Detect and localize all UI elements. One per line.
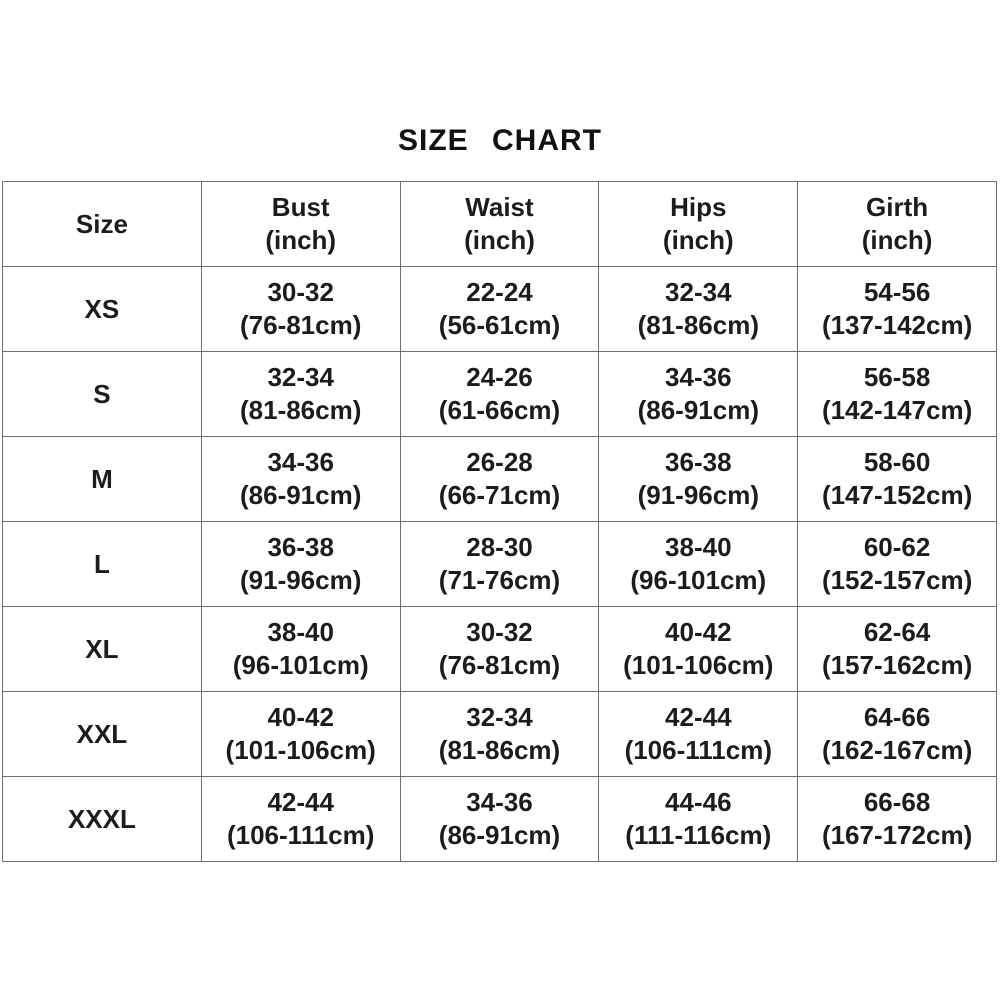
- inch-value: 42-44: [267, 787, 334, 817]
- cm-value: (111-116cm): [625, 820, 772, 850]
- inch-value: 28-30: [466, 532, 533, 562]
- cm-value: (96-101cm): [232, 650, 369, 680]
- cm-value: (91-96cm): [239, 565, 362, 595]
- inch-value: 32-34: [665, 277, 732, 307]
- header-unit: (inch): [265, 225, 337, 255]
- girth-cell: [798, 522, 997, 607]
- size-cell: XS: [3, 267, 202, 352]
- cm-value: (76-81cm): [438, 650, 561, 680]
- waist-cell: [400, 437, 599, 522]
- inch-value: 54-56: [863, 277, 931, 307]
- inch-value: 40-42: [267, 702, 334, 732]
- cm-value: (81-86cm): [438, 735, 561, 765]
- table-row-xxl: [3, 692, 997, 777]
- hips-cell: [599, 607, 798, 692]
- cm-value: (66-71cm): [438, 480, 561, 510]
- size-cell: M: [3, 437, 202, 522]
- table-row-xs: [3, 267, 997, 352]
- header-label: Waist: [465, 192, 534, 222]
- header-unit: (inch): [861, 225, 933, 255]
- inch-value: 22-24: [466, 277, 533, 307]
- inch-value: 58-60: [863, 447, 931, 477]
- cm-value: (86-91cm): [637, 395, 759, 425]
- inch-value: 32-34: [466, 702, 533, 732]
- waist-cell: [400, 692, 599, 777]
- waist-cell: [400, 607, 599, 692]
- header-unit: (inch): [464, 225, 535, 255]
- cm-value: (86-91cm): [438, 820, 561, 850]
- column-header-bust: [201, 182, 400, 267]
- girth-cell: [798, 777, 997, 862]
- inch-value: 32-34: [267, 362, 334, 392]
- inch-value: 44-46: [665, 787, 732, 817]
- girth-cell: [798, 267, 997, 352]
- column-header-girth: [798, 182, 997, 267]
- size-cell: XXL: [3, 692, 202, 777]
- girth-cell: [798, 437, 997, 522]
- inch-value: 38-40: [267, 617, 334, 647]
- inch-value: 34-36: [665, 362, 732, 392]
- table-row-m: [3, 437, 997, 522]
- inch-value: 36-38: [665, 447, 732, 477]
- cm-value: (71-76cm): [438, 565, 561, 595]
- inch-value: 34-36: [466, 787, 533, 817]
- column-header-size: [3, 182, 202, 267]
- cm-value: (167-172cm): [821, 820, 973, 850]
- girth-cell: [798, 607, 997, 692]
- cm-value: (106-111cm): [226, 820, 375, 850]
- cm-value: (61-66cm): [438, 395, 561, 425]
- hips-cell: [599, 692, 798, 777]
- hips-cell: [599, 777, 798, 862]
- cm-value: (86-91cm): [239, 480, 362, 510]
- table-row-xxxl: [3, 777, 997, 862]
- inch-value: 30-32: [267, 277, 334, 307]
- waist-cell: [400, 267, 599, 352]
- bust-cell: [201, 777, 400, 862]
- cm-value: (101-106cm): [623, 650, 774, 680]
- inch-value: 36-38: [267, 532, 334, 562]
- size-cell: S: [3, 352, 202, 437]
- girth-cell: [798, 692, 997, 777]
- bust-cell: [201, 352, 400, 437]
- hips-cell: [599, 522, 798, 607]
- cm-value: (147-152cm): [821, 480, 973, 510]
- cm-value: (76-81cm): [239, 310, 362, 340]
- inch-value: 64-66: [863, 702, 931, 732]
- inch-value: 60-62: [863, 532, 931, 562]
- hips-cell: [599, 267, 798, 352]
- inch-value: 40-42: [665, 617, 732, 647]
- girth-cell: [798, 352, 997, 437]
- size-cell: XXXL: [3, 777, 202, 862]
- bust-cell: [201, 607, 400, 692]
- inch-value: 62-64: [863, 617, 931, 647]
- cm-value: (81-86cm): [637, 310, 759, 340]
- waist-cell: [400, 352, 599, 437]
- inch-value: 42-44: [665, 702, 732, 732]
- header-label: Bust: [271, 192, 330, 222]
- waist-cell: [400, 522, 599, 607]
- inch-value: 24-26: [466, 362, 533, 392]
- cm-value: (162-167cm): [821, 735, 973, 765]
- cm-value: (157-162cm): [821, 650, 973, 680]
- header-unit: (inch): [662, 225, 734, 255]
- table-row-l: [3, 522, 997, 607]
- size-chart-table: [2, 181, 997, 862]
- cm-value: (91-96cm): [637, 480, 759, 510]
- cm-value: (96-101cm): [630, 565, 767, 595]
- bust-cell: [201, 437, 400, 522]
- cm-value: (56-61cm): [438, 310, 561, 340]
- cm-value: (142-147cm): [821, 395, 973, 425]
- size-cell: L: [3, 522, 202, 607]
- cm-value: (152-157cm): [821, 565, 973, 595]
- cm-value: (106-111cm): [624, 735, 773, 765]
- header-label: Hips: [670, 192, 727, 222]
- column-header-hips: [599, 182, 798, 267]
- header-row: [3, 182, 997, 267]
- size-cell: XL: [3, 607, 202, 692]
- header-label: Girth: [866, 192, 929, 222]
- hips-cell: [599, 352, 798, 437]
- inch-value: 34-36: [267, 447, 334, 477]
- inch-value: 26-28: [466, 447, 533, 477]
- bust-cell: [201, 522, 400, 607]
- waist-cell: [400, 777, 599, 862]
- cm-value: (137-142cm): [821, 310, 973, 340]
- inch-value: 38-40: [665, 532, 732, 562]
- inch-value: 56-58: [863, 362, 931, 392]
- hips-cell: [599, 437, 798, 522]
- inch-value: 30-32: [466, 617, 533, 647]
- inch-value: 66-68: [863, 787, 931, 817]
- header-label: Size: [75, 208, 128, 239]
- cm-value: (101-106cm): [225, 735, 376, 765]
- bust-cell: [201, 267, 400, 352]
- cm-value: (81-86cm): [239, 395, 362, 425]
- page-title: SIZE CHART: [398, 124, 602, 157]
- table-row-s: [3, 352, 997, 437]
- bust-cell: [201, 692, 400, 777]
- table-row-xl: [3, 607, 997, 692]
- column-header-waist: [400, 182, 599, 267]
